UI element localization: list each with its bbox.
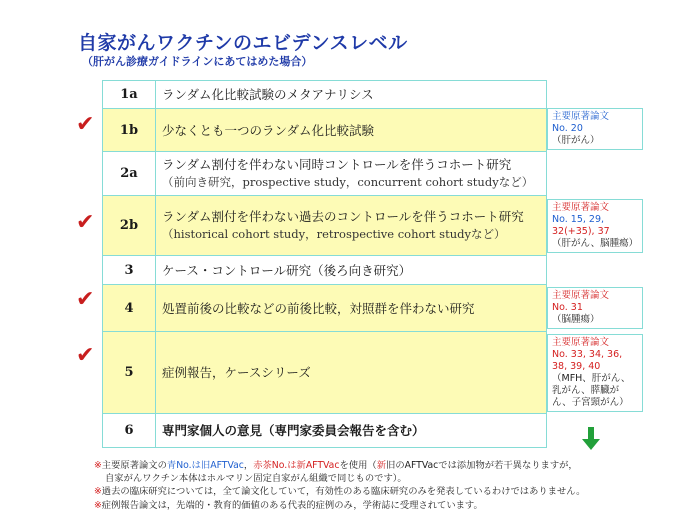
footnotes	[94, 459, 690, 512]
reference-numbers: No. 33, 34, 36, 38, 39, 40	[552, 349, 623, 372]
level-label: 4	[103, 285, 156, 332]
level-row-3	[103, 256, 547, 285]
level-description: 少なくとも一つのランダム化比較試験	[156, 109, 547, 152]
level-row-5	[103, 332, 547, 414]
level-row-4	[103, 285, 547, 332]
page-subtitle: （肝がん診療ガイドラインにあてはめた場合）	[82, 55, 313, 68]
reference-box-5	[547, 334, 643, 412]
level-description: ランダム割付を伴わない同時コントロールを伴うコホート研究 （前向き研究，prospective study，concurrent cohort studyなど）	[156, 152, 547, 196]
footnote-3: ※症例報告論文は，先端的・教育的価値のある代表的症例のみ，学術誌に受理されています。	[94, 499, 483, 511]
level-label: 3	[103, 256, 156, 285]
level-description: ランダム割付を伴わない過去のコントロールを伴うコホート研究 （historical cohort study，retrospective cohort studyなど）	[156, 196, 547, 256]
reference-title: 主要原著論文	[552, 202, 610, 213]
level-row-2b	[103, 196, 547, 256]
level-label: 1b	[103, 109, 156, 152]
reference-diseases: （MFH、肝がん、乳がん、膵臓がん、子宮頸がん）	[552, 373, 631, 408]
level-row-1b	[103, 109, 547, 152]
level-description: 処置前後の比較などの前後比較，対照群を伴わない研究	[156, 285, 547, 332]
reference-box-2b	[547, 199, 643, 253]
level-description: 症例報告，ケースシリーズ	[156, 332, 547, 414]
level-description: ランダム化比較試験のメタアナリシス	[156, 81, 547, 109]
down-arrow-icon	[581, 427, 601, 451]
checkmark-icon: ✔	[76, 287, 95, 312]
reference-diseases: （肝がん）	[552, 135, 600, 146]
reference-numbers: No. 20	[552, 123, 583, 134]
level-label: 1a	[103, 81, 156, 109]
reference-diseases: （脳腫瘍）	[552, 314, 600, 325]
reference-title: 主要原著論文	[552, 290, 610, 301]
level-label: 5	[103, 332, 156, 414]
level-description: ケース・コントロール研究（後ろ向き研究）	[156, 256, 547, 285]
reference-numbers-old: No. 15, 29,	[552, 214, 605, 225]
level-label: 6	[103, 414, 156, 448]
level-description: 専門家個人の意見（専門家委員会報告を含む）	[156, 414, 547, 448]
level-label: 2b	[103, 196, 156, 256]
reference-numbers: No. 31	[552, 302, 583, 313]
footnote-1: ※主要原著論文の青No.は旧AFTVac，赤茶No.は新AFTVacを使用（新旧のAFTVacでは添加物が若干異なりますが，	[94, 460, 578, 471]
checkmark-icon: ✔	[76, 112, 95, 137]
reference-numbers-new: 32(+35), 37	[552, 226, 610, 237]
level-row-1a	[103, 81, 547, 109]
footnote-2: ※過去の臨床研究については，全て論文化していて，有効性のある臨床研究のみを発表しているわけではありません。	[94, 486, 586, 498]
level-row-6	[103, 414, 547, 448]
level-label: 2a	[103, 152, 156, 196]
reference-box-1b	[547, 108, 643, 150]
footnote-1-continued: 自家がんワクチン本体はホルマリン固定自家がん組織で同じものです）。	[105, 473, 407, 485]
reference-title: 主要原著論文	[552, 337, 610, 348]
reference-box-4	[547, 287, 643, 329]
level-row-2a	[103, 152, 547, 196]
page-title: 自家がんワクチンのエビデンスレベル	[78, 32, 408, 54]
checkmark-icon: ✔	[76, 343, 95, 368]
reference-diseases: （肝がん、脳腫瘍）	[552, 238, 639, 249]
evidence-level-table	[102, 80, 547, 448]
reference-title: 主要原著論文	[552, 111, 610, 122]
checkmark-icon: ✔	[76, 210, 95, 235]
